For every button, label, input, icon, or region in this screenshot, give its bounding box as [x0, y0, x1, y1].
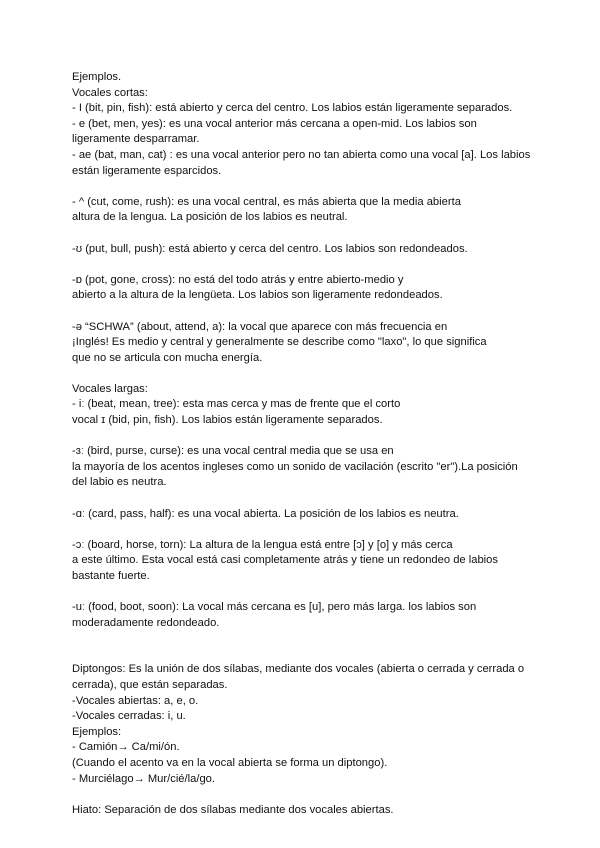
vowel-i-long-line: - iː (beat, mean, tree): esta mas cerca y mas de frente que el corto — [72, 398, 401, 411]
vowel-caret-line: - ^ (cut, come, rush): es una vocal central, es más abierta que la media abierta — [72, 195, 461, 208]
spacer — [72, 631, 542, 662]
closed-vowels-line: -Vocales cerradas: i, u. — [72, 710, 186, 723]
vowel-er-long-line: -ɜː (bird, purse, curse): es una vocal central media que se usa en — [72, 445, 394, 458]
vowel-er-long-line: del labio es neutra. — [72, 476, 167, 489]
vowel-u-long-line: moderadamente redondeado. — [72, 616, 220, 629]
vowel-i-line: - I (bit, pin, fish): está abierto y cerca del centro. Los labios están ligeramente separados. — [72, 102, 513, 115]
vowel-open-o-line: -ɒ (pot, gone, cross): no está del todo atrás y entre abierto-medio y — [72, 273, 404, 286]
diphthong-note-line: (Cuando el acento va en la vocal abierta se forma un diptongo). — [72, 756, 388, 769]
vowel-er-long-line: la mayoría de los acentos ingleses como un sonido de vacilación (escrito "er").La posición — [72, 460, 518, 473]
spacer — [72, 226, 542, 242]
vowel-u-long-line: -uː (food, boot, soon): La vocal más cercana es [u], pero más larga. los labios son — [72, 601, 477, 614]
vowel-ae-line: están ligeramente esparcidos. — [72, 164, 222, 177]
vowel-o-long-line: -ɔː (board, horse, torn): La altura de la lengua está entre [ɔ] y [o] y más cerca — [72, 538, 453, 551]
vowel-schwa-line: ¡Inglés! Es medio y central y generalmente se describe como "laxo", lo que significa — [72, 336, 487, 349]
diphthong-example-line: - Camión→ Ca/mi/ón. — [72, 741, 180, 754]
hiato-line: Hiato: Separación de dos sílabas mediante dos vocales abiertas. — [72, 803, 394, 816]
spacer — [72, 257, 542, 273]
diphthong-example-line: - Murciélago→ Mur/cié/la/go. — [72, 772, 216, 785]
vowel-open-o-line: abierto a la altura de la lengüeta. Los labios son ligeramente redondeados. — [72, 289, 443, 302]
document-body — [72, 70, 542, 818]
diphthongs-definition-line: Diptongos: Es la unión de dos sílabas, mediante dos vocales (abierta o cerrada y cerrada o — [72, 663, 525, 676]
vowel-a-long-line: -ɑː (card, pass, half): es una vocal abierta. La posición de los labios es neutra. — [72, 507, 459, 520]
vowel-o-long-line: a este último. Esta vocal está casi completamente atrás y tiene un redondeo de labios — [72, 554, 498, 567]
vowel-e-line: - e (bet, men, yes): es una vocal anterior más cercana a open-mid. Los labios son — [72, 117, 477, 130]
diphthong-examples-heading: Ejemplos: — [72, 725, 122, 738]
spacer — [72, 304, 542, 320]
open-vowels-line: -Vocales abiertas: a, e, o. — [72, 694, 199, 707]
spacer — [72, 429, 542, 445]
spacer — [72, 585, 542, 601]
vowel-ae-line: - ae (bat, man, cat) : es una vocal anterior pero no tan abierta como una vocal [a]. Los labios — [72, 148, 531, 161]
vowel-upsilon-line: -ʊ (put, bull, push): está abierto y cerca del centro. Los labios son redondeados. — [72, 242, 468, 255]
vowel-o-long-line: bastante fuerte. — [72, 570, 150, 582]
examples-heading: Ejemplos. — [72, 71, 122, 83]
vowel-schwa-line: que no se articula con mucha energía. — [72, 351, 263, 364]
vowel-caret-line: altura de la lengua. La posición de los labios es neutral. — [72, 211, 348, 224]
vowel-schwa-line: -ə “SCHWA” (about, attend, a): la vocal que aparece con más frecuencia en — [72, 320, 448, 333]
vowel-i-long-line: vocal ɪ (bid, pin, fish). Los labios están ligeramente separados. — [72, 414, 383, 427]
vowel-e-line: ligeramente desparramar. — [72, 133, 200, 146]
spacer — [72, 787, 542, 803]
spacer — [72, 179, 542, 195]
short-vowels-heading: Vocales cortas: — [72, 86, 148, 99]
spacer — [72, 491, 542, 507]
long-vowels-heading: Vocales largas: — [72, 382, 148, 395]
spacer — [72, 366, 542, 382]
diphthongs-definition-line: cerrada), que están separadas. — [72, 678, 228, 691]
spacer — [72, 522, 542, 538]
